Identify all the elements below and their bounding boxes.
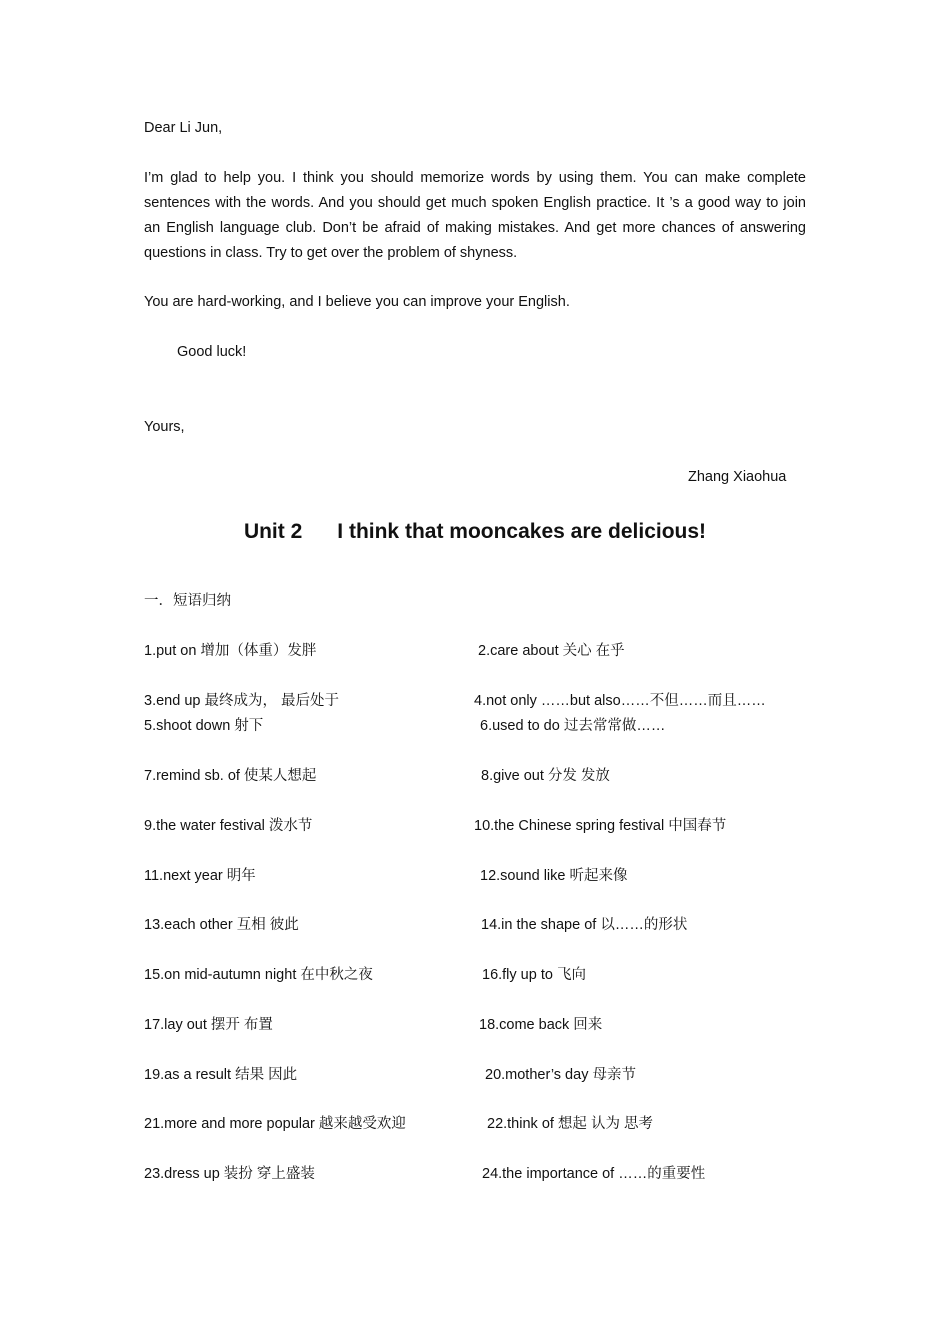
phrase-item: 5.shoot down 射下 bbox=[144, 718, 264, 734]
phrase-item: 2.care about 关心 在乎 bbox=[478, 643, 625, 659]
phrase-item: 8.give out 分发 发放 bbox=[481, 768, 610, 784]
phrase-item: 24.the importance of ……的重要性 bbox=[482, 1166, 706, 1182]
phrase-item: 3.end up 最终成为， 最后处于 bbox=[144, 693, 339, 709]
letter-encouragement: You are hard-working, and I believe you can improve your English. bbox=[144, 294, 570, 310]
section-heading: 一．短语归纳 bbox=[144, 593, 231, 609]
letter-wish: Good luck! bbox=[177, 344, 247, 360]
letter-body: I’m glad to help you. I think you should memorize words by using them. You can make complete sentences with the words. And you should get much spoken English practice. It ’s a good way to join an English language club. Don’t be afraid of making mistakes. And get more chances of answering questions in class. Try to get over the problem of shyness. bbox=[144, 170, 806, 261]
phrase-item: 15.on mid-autumn night 在中秋之夜 bbox=[144, 967, 373, 983]
unit-title: Unit 2 I think that mooncakes are delicious! bbox=[243, 520, 707, 543]
phrase-item: 14.in the shape of 以……的形状 bbox=[481, 917, 688, 933]
phrase-item: 20.mother’s day 母亲节 bbox=[485, 1067, 636, 1083]
phrase-item: 11.next year 明年 bbox=[144, 868, 256, 884]
letter-closing: Yours, bbox=[144, 419, 185, 435]
letter-signature: Zhang Xiaohua bbox=[688, 469, 787, 485]
phrase-item: 16.fly up to 飞向 bbox=[482, 967, 586, 983]
phrase-item: 18.come back 回来 bbox=[479, 1017, 603, 1033]
phrase-item: 1.put on 增加（体重）发胖 bbox=[144, 643, 317, 659]
letter-greeting: Dear Li Jun, bbox=[144, 120, 223, 136]
phrase-item: 4.not only ……but also……不但……而且…… bbox=[474, 693, 766, 709]
phrase-item: 22.think of 想起 认为 思考 bbox=[487, 1116, 653, 1132]
phrase-item: 13.each other 互相 彼此 bbox=[144, 917, 299, 933]
phrase-item: 17.lay out 摆开 布置 bbox=[144, 1017, 273, 1033]
phrase-item: 10.the Chinese spring festival 中国春节 bbox=[474, 818, 727, 834]
phrase-item: 6.used to do 过去常常做…… bbox=[480, 718, 666, 734]
phrase-item: 19.as a result 结果 因此 bbox=[144, 1067, 298, 1083]
phrase-item: 23.dress up 装扮 穿上盛装 bbox=[144, 1166, 315, 1182]
phrase-item: 21.more and more popular 越来越受欢迎 bbox=[144, 1116, 406, 1132]
phrase-item: 12.sound like 听起来像 bbox=[480, 868, 628, 884]
phrase-item: 7.remind sb. of 使某人想起 bbox=[144, 768, 317, 784]
phrase-item: 9.the water festival 泼水节 bbox=[144, 818, 313, 834]
